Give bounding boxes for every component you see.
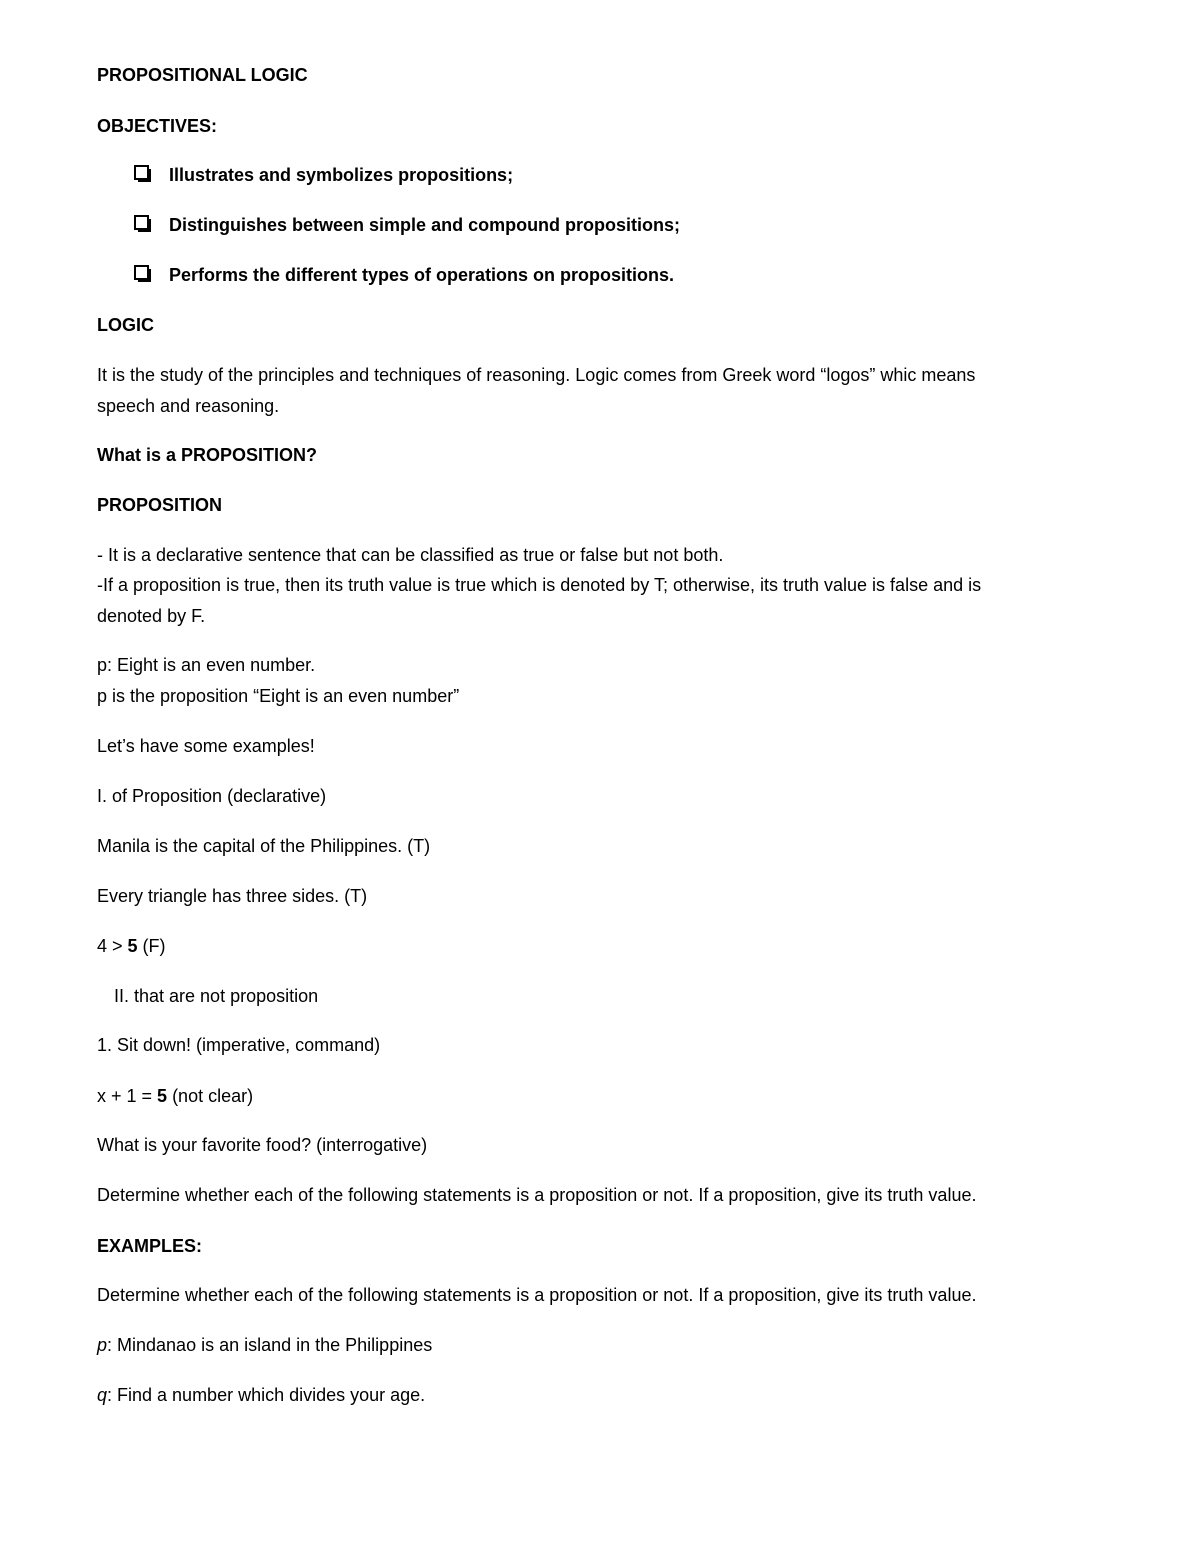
examples-instruction: Determine whether each of the following statements is a proposition or not. If a proposition, give its truth value. (97, 1285, 977, 1305)
examples-intro: Let’s have some examples! (97, 736, 315, 756)
section2-item: What is your favorite food? (interrogative) (97, 1135, 428, 1155)
checkbox-bullet-icon (134, 215, 149, 230)
logic-definition-line: It is the study of the principles and techniques of reasoning. Logic comes from Greek word “logos” whic means (97, 365, 976, 385)
proposition-definition-line: -If a proposition is true, then its truth value is true which is denoted by T; otherwise, its truth value is false and is (97, 575, 982, 595)
objective-item: Illustrates and symbolizes propositions; (134, 164, 513, 186)
proposition-example: p: Eight is an even number. (97, 655, 316, 675)
section2-item: 1. Sit down! (imperative, command) (97, 1035, 381, 1055)
objective-item: Performs the different types of operations on propositions. (134, 264, 674, 286)
section2-heading: II. that are not proposition (114, 986, 319, 1006)
proposition-example-description: p is the proposition “Eight is an even number” (97, 686, 460, 706)
logic-heading: LOGIC (97, 315, 154, 335)
proposition-definition-line: - It is a declarative sentence that can be classified as true or false but not both. (97, 545, 724, 565)
objectives-heading: OBJECTIVES: (97, 116, 218, 136)
instruction-text: Determine whether each of the following statements is a proposition or not. If a proposition, give its truth value. (97, 1185, 977, 1205)
document-title: PROPOSITIONAL LOGIC (97, 65, 308, 85)
proposition-definition-line: denoted by F. (97, 606, 206, 626)
section1-item: Every triangle has three sides. (T) (97, 886, 368, 906)
section1-item: 4 > 5 (F) (97, 936, 166, 956)
examples-heading: EXAMPLES: (97, 1236, 203, 1256)
section1-item: Manila is the capital of the Philippines. (T) (97, 836, 431, 856)
section2-item: x + 1 = 5 (not clear) (97, 1086, 254, 1106)
checkbox-bullet-icon (134, 265, 149, 280)
section1-heading: I. of Proposition (declarative) (97, 786, 327, 806)
proposition-heading: PROPOSITION (97, 495, 223, 515)
logic-definition-line: speech and reasoning. (97, 396, 280, 416)
checkbox-bullet-icon (134, 165, 149, 180)
example-q: q: Find a number which divides your age. (97, 1385, 426, 1405)
objective-item: Distinguishes between simple and compound propositions; (134, 214, 680, 236)
example-p: p: Mindanao is an island in the Philippines (97, 1335, 433, 1355)
proposition-question: What is a PROPOSITION? (97, 445, 318, 465)
